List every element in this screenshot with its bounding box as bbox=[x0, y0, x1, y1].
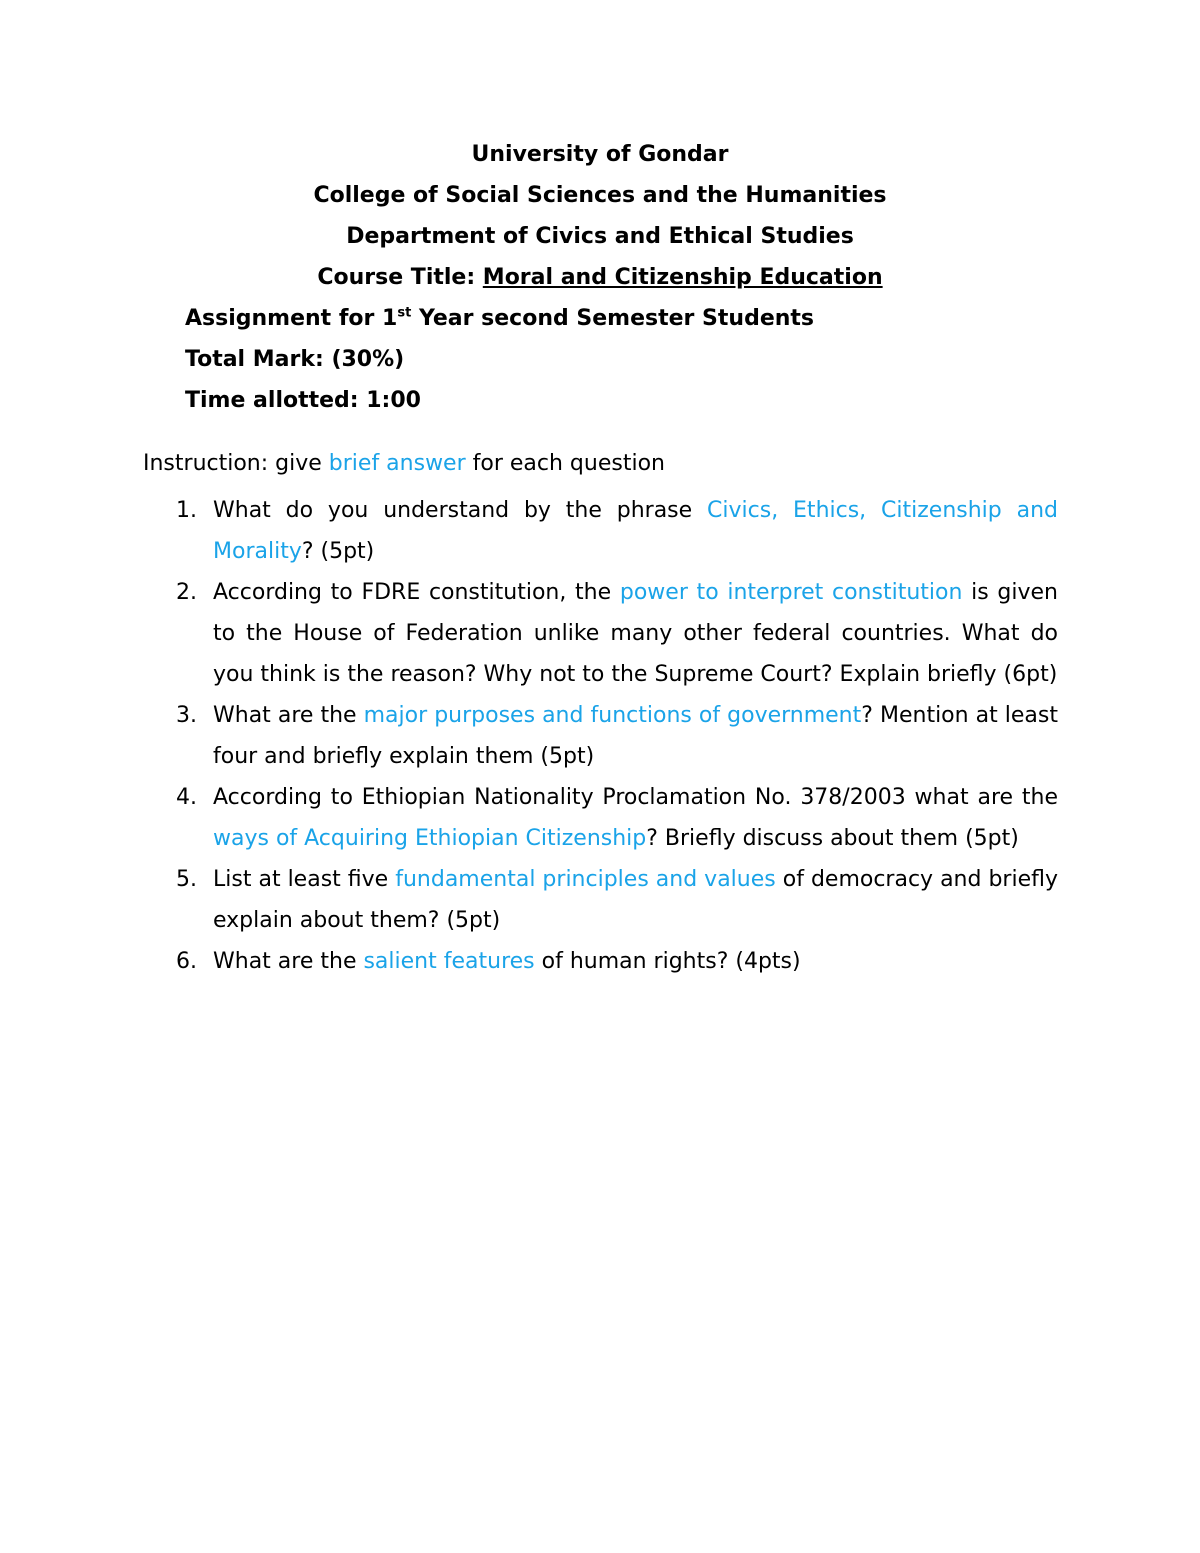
instruction-suffix: for each question bbox=[465, 451, 665, 476]
question-highlight: power to interpret constitution bbox=[619, 580, 963, 605]
assignment-prefix: Assignment for 1 bbox=[185, 306, 398, 331]
question-text-end: ? Mention at least four and briefly explain them (5pt) bbox=[213, 703, 1059, 769]
question-text-end: is given to the House of Federation unlike many other federal countries. What do you think is the reason? Why not to the Supreme Court? Explain briefly (6pt) bbox=[213, 580, 1058, 687]
question-number: 6. bbox=[176, 949, 197, 974]
time-allotted: Time allotted: 1:00 bbox=[185, 388, 421, 413]
question-item bbox=[143, 572, 1058, 695]
instruction-highlight: brief answer bbox=[328, 451, 466, 476]
question-number: 2. bbox=[176, 580, 197, 605]
instruction-line bbox=[143, 449, 665, 479]
question-item bbox=[143, 490, 1058, 572]
question-text-end: ? Briefly discuss about them (5pt) bbox=[646, 826, 1019, 851]
university-name: University of Gondar bbox=[471, 142, 729, 167]
question-number: 1. bbox=[176, 498, 197, 523]
question-text: List at least five bbox=[213, 867, 396, 892]
question-highlight: salient features bbox=[363, 949, 535, 974]
assignment-suffix: Year second Semester Students bbox=[411, 306, 815, 331]
question-text-end: of human rights? (4pts) bbox=[534, 949, 801, 974]
total-mark: Total Mark: (30%) bbox=[185, 347, 405, 372]
question-text: What do you understand by the phrase bbox=[213, 498, 708, 523]
question-number: 4. bbox=[176, 785, 197, 810]
question-list bbox=[143, 490, 1058, 982]
question-text: What are the bbox=[213, 703, 364, 728]
question-item bbox=[143, 859, 1058, 941]
question-number: 5. bbox=[176, 867, 197, 892]
question-highlight: ways of Acquiring Ethiopian Citizenship bbox=[213, 826, 647, 851]
question-text-end: of democracy and briefly explain about them? (5pt) bbox=[213, 867, 1059, 933]
question-item bbox=[143, 777, 1058, 859]
question-text: According to Ethiopian Nationality Proclamation No. 378/2003 what are the bbox=[213, 785, 1058, 810]
assignment-line bbox=[185, 304, 814, 334]
college-name: College of Social Sciences and the Humanities bbox=[313, 183, 887, 208]
question-highlight: fundamental principles and values bbox=[395, 867, 776, 892]
department-name: Department of Civics and Ethical Studies bbox=[346, 224, 854, 249]
question-text: According to FDRE constitution, the bbox=[213, 580, 620, 605]
question-item bbox=[143, 941, 1058, 982]
course-title-value: Moral and Citizenship Education bbox=[482, 265, 883, 290]
question-item bbox=[143, 695, 1058, 777]
question-number: 3. bbox=[176, 703, 197, 728]
question-highlight: major purposes and functions of government bbox=[363, 703, 862, 728]
course-title-label: Course Title: bbox=[317, 265, 483, 290]
question-text: What are the bbox=[213, 949, 364, 974]
question-text-end: ? (5pt) bbox=[301, 539, 375, 564]
assignment-superscript: st bbox=[397, 305, 412, 321]
instruction-prefix: Instruction: give bbox=[143, 451, 329, 476]
question-highlight: Civics, Ethics, Citizenship and Morality bbox=[213, 498, 1058, 564]
course-title-line bbox=[0, 263, 1200, 293]
